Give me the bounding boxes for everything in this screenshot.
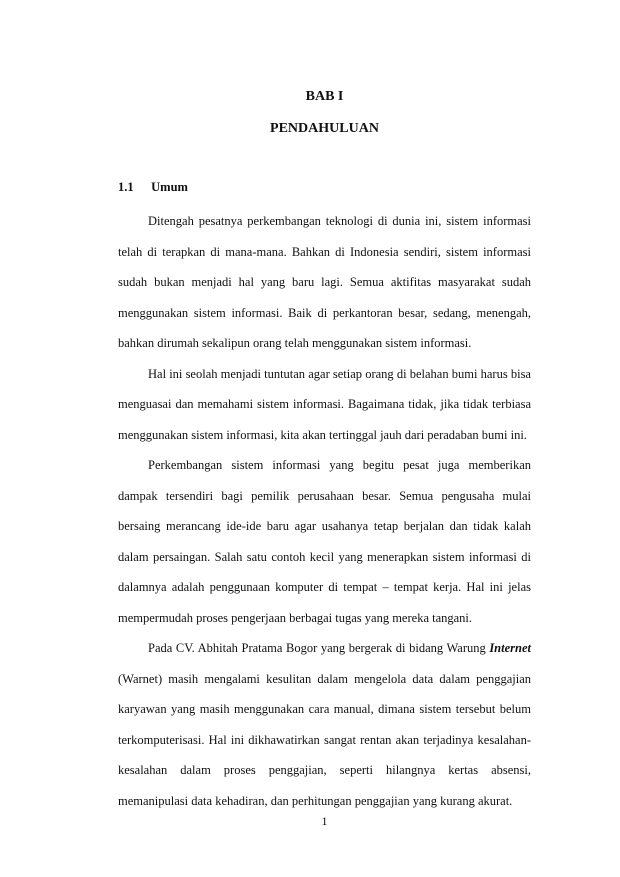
page-number: 1 [321,814,328,828]
paragraph-text: Pada CV. Abhitah Pratama Bogor yang bergerak di bidang Warung [148,641,490,655]
chapter-heading: BAB I [305,89,344,104]
section-heading [118,180,188,195]
paragraph-text: (Warnet) masih mengalami kesulitan dalam mengelola data dalam penggajian karyawan yang masih menggunakan cara manual, dimana sistem tersebut belum terkomputerisasi. Hal ini dikhawatirkan sangat rentan akan terjadinya kesalahan-kesalahan dalam proses penggajian, seperti hilangnya kertas absensi, memanipulasi data kehadiran, dan perhitungan penggajian yang kurang akurat. [118,671,531,808]
section-number: 1.1 [118,180,134,194]
paragraph [118,633,531,816]
chapter-title: PENDAHULUAN [270,121,379,136]
section-title: Umum [151,180,188,194]
paragraph: Hal ini seolah menjadi tuntutan agar setiap orang di belahan bumi harus bisa menguasai dan memahami sistem informasi. Bagaimana tidak, jika tidak terbiasa menggunakan sistem informasi, kita akan tertinggal jauh dari peradaban bumi ini. [118,366,531,442]
paragraph: Perkembangan sistem informasi yang begitu pesat juga memberikan dampak tersendiri bagi pemilik perusahaan besar. Semua pengusaha mulai bersaing merancang ide-ide baru agar usahanya tetap berjalan dan tidak kalah dalam persaingan. Salah satu contoh kecil yang menerapkan sistem informasi di dalamnya adalah penggunaan komputer di tempat – tempat kerja. Hal ini jelas mempermudah proses pengerjaan berbagai tugas yang mereka tangani. [118,458,531,625]
paragraph: Ditengah pesatnya perkembangan teknologi di dunia ini, sistem informasi telah di terapkan di mana-mana. Bahkan di Indonesia sendiri, sistem informasi sudah bukan menjadi hal yang baru lagi. Semua aktifitas masyarakat sudah menggunakan sistem informasi. Baik di perkantoran besar, sedang, menengah, bahkan dirumah sekalipun orang telah menggunakan sistem informasi. [118,214,531,350]
body-text [118,206,531,816]
emphasis-term: Internet [489,641,531,655]
